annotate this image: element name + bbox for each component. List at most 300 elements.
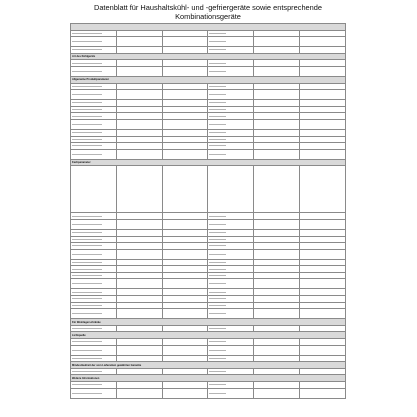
unreadable-text-placeholder [72, 350, 102, 351]
page-title: Datenblatt für Haushaltskühl- und -gefriergeräte sowie entsprechende Kombinationsgeräte [93, 3, 322, 21]
unreadable-text-placeholder [209, 33, 225, 34]
table-cell [116, 388, 162, 398]
unreadable-text-placeholder [72, 313, 102, 314]
table-cell [71, 143, 117, 150]
unreadable-text-placeholder [209, 154, 225, 155]
table-cell [162, 219, 208, 229]
table-row [71, 143, 346, 150]
table-cell [71, 106, 117, 113]
table-cell [300, 236, 346, 243]
table-cell [162, 249, 208, 259]
table-cell [162, 83, 208, 90]
table-cell [208, 309, 254, 319]
table-cell [208, 289, 254, 296]
table-cell [162, 339, 208, 346]
table-cell [300, 272, 346, 279]
table-cell [254, 90, 300, 100]
table-cell [254, 149, 300, 159]
unreadable-text-placeholder [209, 358, 225, 359]
table-cell [116, 368, 162, 375]
table-cell [71, 66, 117, 76]
table-cell [208, 83, 254, 90]
table-cell [71, 83, 117, 90]
table-row [71, 149, 346, 159]
table-cell [116, 345, 162, 355]
compartment-header-cell [208, 166, 254, 213]
table-cell [162, 388, 208, 398]
section-heading: Für Weinlagerschränke [71, 319, 346, 326]
table-cell [116, 129, 162, 136]
unreadable-text-placeholder [209, 292, 225, 293]
table-cell [71, 129, 117, 136]
table-cell [208, 272, 254, 279]
table-row [71, 219, 346, 229]
table-row [71, 66, 346, 76]
table-cell [300, 243, 346, 250]
table-cell [254, 119, 300, 129]
table-row [71, 83, 346, 90]
table-cell [300, 219, 346, 229]
table-cell [208, 325, 254, 332]
table-row [71, 100, 346, 107]
table-cell [300, 289, 346, 296]
table-cell [71, 236, 117, 243]
compartment-header-cell [300, 166, 346, 213]
table-cell [300, 325, 346, 332]
unreadable-text-placeholder [72, 124, 102, 125]
unreadable-text-placeholder [209, 63, 225, 64]
unreadable-text-placeholder [209, 313, 225, 314]
table-cell [71, 309, 117, 319]
table-cell [300, 296, 346, 303]
table-row [71, 229, 346, 236]
unreadable-text-placeholder [72, 254, 102, 255]
unreadable-text-placeholder [72, 49, 102, 50]
table-cell [300, 83, 346, 90]
unreadable-text-placeholder [72, 86, 102, 87]
unreadable-text-placeholder [72, 239, 102, 240]
compartment-header-row [71, 166, 346, 213]
table-cell [300, 309, 346, 319]
table-cell [116, 382, 162, 389]
unreadable-text-placeholder [209, 94, 225, 95]
section-heading: Allgemeine Produktparameter [71, 76, 346, 83]
unreadable-text-placeholder [209, 102, 225, 103]
unreadable-text-placeholder [209, 384, 225, 385]
table-cell [254, 236, 300, 243]
unreadable-text-placeholder [72, 224, 102, 225]
table-cell [254, 100, 300, 107]
table-cell [300, 388, 346, 398]
table-cell [162, 325, 208, 332]
table-row [71, 279, 346, 289]
table-row [71, 243, 346, 250]
table-cell [254, 289, 300, 296]
table-cell [254, 106, 300, 113]
unreadable-text-placeholder [209, 41, 225, 42]
unreadable-text-placeholder [72, 358, 102, 359]
table-cell [71, 302, 117, 309]
table-row [71, 113, 346, 120]
table-cell [71, 100, 117, 107]
table-cell [162, 266, 208, 273]
table-cell [71, 368, 117, 375]
table-cell [300, 66, 346, 76]
table-cell [116, 249, 162, 259]
table-cell [162, 100, 208, 107]
table-cell [116, 229, 162, 236]
table-cell [162, 60, 208, 67]
table-cell [208, 302, 254, 309]
table-cell [162, 90, 208, 100]
table-cell [254, 368, 300, 375]
table-cell [300, 249, 346, 259]
table-cell [254, 266, 300, 273]
table-cell [116, 143, 162, 150]
table-cell [254, 143, 300, 150]
table-cell [162, 66, 208, 76]
table-cell [300, 266, 346, 273]
table-cell [116, 309, 162, 319]
table-row [71, 355, 346, 362]
table-cell [71, 345, 117, 355]
unreadable-text-placeholder [72, 305, 102, 306]
table-cell [300, 100, 346, 107]
table-cell [162, 113, 208, 120]
table-row [71, 325, 346, 332]
table-cell [162, 272, 208, 279]
table-row [71, 296, 346, 303]
section-heading: Weitere Informationen [71, 375, 346, 382]
unreadable-text-placeholder [72, 216, 102, 217]
unreadable-text-placeholder [72, 371, 102, 372]
table-cell [300, 382, 346, 389]
table-cell [71, 47, 117, 54]
table-cell [208, 259, 254, 266]
datasheet-page [70, 2, 346, 414]
table-cell [300, 143, 346, 150]
unreadable-text-placeholder [72, 41, 102, 42]
table-cell [71, 30, 117, 37]
table-cell [254, 272, 300, 279]
table-cell [208, 136, 254, 143]
table-cell [71, 113, 117, 120]
table-cell [254, 249, 300, 259]
table-cell [71, 279, 117, 289]
table-cell [71, 149, 117, 159]
unreadable-text-placeholder [209, 124, 225, 125]
table-cell [208, 219, 254, 229]
table-row [71, 37, 346, 47]
table-cell [254, 382, 300, 389]
table-row [71, 90, 346, 100]
table-cell [254, 388, 300, 398]
table-cell [116, 136, 162, 143]
table-cell [71, 339, 117, 346]
table-cell [116, 302, 162, 309]
unreadable-text-placeholder [72, 384, 102, 385]
section-heading-row [71, 319, 346, 326]
table-row [71, 249, 346, 259]
unreadable-text-placeholder [209, 109, 225, 110]
table-cell [208, 66, 254, 76]
table-cell [162, 213, 208, 220]
table-cell [300, 229, 346, 236]
table-cell [300, 279, 346, 289]
table-cell [116, 66, 162, 76]
table-row [71, 382, 346, 389]
table-row [71, 236, 346, 243]
table-cell [162, 259, 208, 266]
unreadable-text-placeholder [209, 275, 225, 276]
table-cell [208, 129, 254, 136]
table-cell [71, 296, 117, 303]
unreadable-text-placeholder [72, 94, 102, 95]
table-cell [162, 30, 208, 37]
table-cell [116, 60, 162, 67]
table-cell [208, 47, 254, 54]
table-cell [208, 100, 254, 107]
unreadable-text-placeholder [209, 71, 225, 72]
table-cell [254, 37, 300, 47]
table-cell [116, 272, 162, 279]
table-cell [208, 388, 254, 398]
table-cell [116, 100, 162, 107]
unreadable-text-placeholder [72, 269, 102, 270]
table-cell [71, 388, 117, 398]
table-cell [162, 143, 208, 150]
table-cell [300, 119, 346, 129]
table-row [71, 339, 346, 346]
table-cell [71, 60, 117, 67]
table-cell [71, 266, 117, 273]
table-cell [254, 83, 300, 90]
table-row [71, 106, 346, 113]
table-cell [71, 229, 117, 236]
unreadable-text-placeholder [209, 216, 225, 217]
table-cell [254, 113, 300, 120]
table-cell [116, 259, 162, 266]
table-cell [208, 266, 254, 273]
table-cell [162, 382, 208, 389]
table-cell [254, 259, 300, 266]
unreadable-text-placeholder [209, 341, 225, 342]
datasheet-table [70, 23, 346, 399]
section-heading-row [71, 24, 346, 31]
table-cell [300, 345, 346, 355]
unreadable-text-placeholder [72, 116, 102, 117]
unreadable-text-placeholder [209, 145, 225, 146]
table-cell [116, 113, 162, 120]
table-cell [254, 66, 300, 76]
table-cell [71, 382, 117, 389]
table-row [71, 119, 346, 129]
section-heading-row [71, 53, 346, 60]
table-cell [300, 113, 346, 120]
unreadable-text-placeholder [72, 283, 102, 284]
unreadable-text-placeholder [72, 102, 102, 103]
table-cell [162, 309, 208, 319]
table-cell [116, 219, 162, 229]
compartment-header-cell [162, 166, 208, 213]
table-cell [116, 119, 162, 129]
table-cell [254, 60, 300, 67]
table-cell [162, 368, 208, 375]
table-cell [116, 296, 162, 303]
compartment-header-cell [71, 166, 117, 213]
table-row [71, 266, 346, 273]
table-cell [162, 355, 208, 362]
table-cell [208, 339, 254, 346]
table-cell [300, 90, 346, 100]
table-cell [254, 47, 300, 54]
table-cell [208, 90, 254, 100]
section-heading: Lichtquelle [71, 332, 346, 339]
section-heading [71, 24, 346, 31]
table-cell [254, 30, 300, 37]
table-cell [254, 279, 300, 289]
table-cell [208, 279, 254, 289]
table-cell [71, 213, 117, 220]
table-cell [162, 236, 208, 243]
table-cell [116, 325, 162, 332]
table-cell [116, 106, 162, 113]
section-heading: Fachparameter [71, 159, 346, 166]
table-cell [116, 30, 162, 37]
table-cell [116, 213, 162, 220]
unreadable-text-placeholder [209, 139, 225, 140]
table-cell [300, 339, 346, 346]
table-cell [300, 368, 346, 375]
unreadable-text-placeholder [72, 145, 102, 146]
table-cell [162, 149, 208, 159]
table-row [71, 60, 346, 67]
unreadable-text-placeholder [72, 292, 102, 293]
table-cell [162, 136, 208, 143]
table-cell [300, 30, 346, 37]
table-cell [300, 37, 346, 47]
table-cell [162, 119, 208, 129]
unreadable-text-placeholder [209, 393, 225, 394]
table-cell [208, 382, 254, 389]
table-cell [254, 339, 300, 346]
table-cell [208, 143, 254, 150]
unreadable-text-placeholder [209, 245, 225, 246]
table-row [71, 259, 346, 266]
unreadable-text-placeholder [209, 371, 225, 372]
table-cell [71, 259, 117, 266]
table-cell [300, 302, 346, 309]
unreadable-text-placeholder [209, 305, 225, 306]
table-cell [254, 243, 300, 250]
unreadable-text-placeholder [72, 245, 102, 246]
table-cell [208, 119, 254, 129]
table-cell [300, 60, 346, 67]
unreadable-text-placeholder [72, 139, 102, 140]
table-cell [208, 345, 254, 355]
table-cell [254, 302, 300, 309]
table-cell [71, 272, 117, 279]
unreadable-text-placeholder [72, 262, 102, 263]
table-row [71, 368, 346, 375]
table-cell [254, 296, 300, 303]
table-cell [116, 236, 162, 243]
table-cell [208, 355, 254, 362]
unreadable-text-placeholder [209, 116, 225, 117]
table-cell [71, 243, 117, 250]
section-heading: Art des Kühlgeräts [71, 53, 346, 60]
table-row [71, 213, 346, 220]
unreadable-text-placeholder [209, 86, 225, 87]
table-cell [208, 60, 254, 67]
compartment-header-cell [254, 166, 300, 213]
unreadable-text-placeholder [72, 71, 102, 72]
table-cell [300, 47, 346, 54]
table-cell [162, 345, 208, 355]
unreadable-text-placeholder [72, 393, 102, 394]
table-cell [208, 213, 254, 220]
unreadable-text-placeholder [72, 63, 102, 64]
table-cell [116, 83, 162, 90]
table-row [71, 30, 346, 37]
table-row [71, 136, 346, 143]
table-cell [116, 279, 162, 289]
table-cell [208, 296, 254, 303]
table-cell [162, 302, 208, 309]
table-cell [208, 30, 254, 37]
section-heading: Mindestlaufzeit der vom Lieferanten gewährten Garantie [71, 362, 346, 369]
table-cell [300, 136, 346, 143]
table-cell [300, 213, 346, 220]
table-cell [162, 37, 208, 47]
table-cell [208, 236, 254, 243]
unreadable-text-placeholder [72, 154, 102, 155]
section-heading-row [71, 375, 346, 382]
table-cell [300, 106, 346, 113]
table-cell [116, 243, 162, 250]
table-cell [71, 90, 117, 100]
unreadable-text-placeholder [72, 109, 102, 110]
unreadable-text-placeholder [209, 49, 225, 50]
table-cell [71, 325, 117, 332]
table-cell [71, 136, 117, 143]
unreadable-text-placeholder [209, 269, 225, 270]
table-cell [71, 219, 117, 229]
table-cell [254, 136, 300, 143]
table-cell [116, 149, 162, 159]
table-cell [116, 289, 162, 296]
table-cell [300, 129, 346, 136]
table-cell [254, 309, 300, 319]
table-cell [162, 289, 208, 296]
table-cell [71, 37, 117, 47]
table-row [71, 289, 346, 296]
table-cell [162, 229, 208, 236]
unreadable-text-placeholder [209, 132, 225, 133]
unreadable-text-placeholder [209, 328, 225, 329]
table-cell [162, 106, 208, 113]
unreadable-text-placeholder [209, 283, 225, 284]
table-row [71, 345, 346, 355]
unreadable-text-placeholder [72, 232, 102, 233]
table-cell [300, 259, 346, 266]
table-cell [254, 229, 300, 236]
table-cell [254, 345, 300, 355]
table-row [71, 129, 346, 136]
table-cell [162, 243, 208, 250]
table-cell [254, 213, 300, 220]
table-cell [71, 355, 117, 362]
